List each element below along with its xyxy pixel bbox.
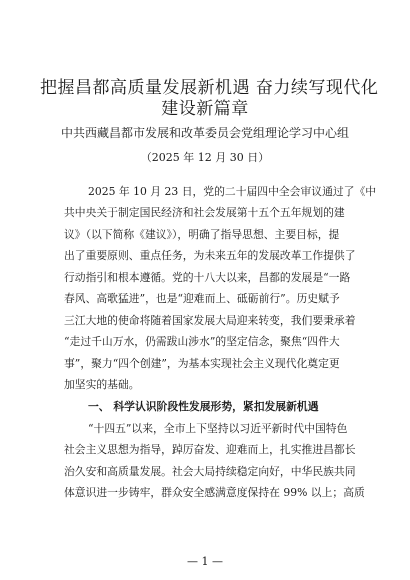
paragraph-line: “走过千山万水，仍需跋山涉水”的坚定信念，聚焦“四件大 — [64, 335, 340, 348]
paragraph-line: 三江大地的使命将随着国家发展大局迎来转变，我们要秉承着 — [64, 314, 356, 327]
document-title-line-1: 把握昌都高质量发展新机遇 奋力续写现代化 — [40, 78, 379, 98]
paragraph-line: 治久安和高质量发展。社会大局持续稳定向好，中华民族共同 — [64, 465, 356, 478]
paragraph-line: 社会主义思想为指导，踔厉奋发、迎难而上，扎实推进昌都长 — [64, 443, 356, 456]
section-heading: 一、 科学认识阶段性发展形势，紧扣发展新机遇 — [88, 400, 319, 413]
paragraph-line: 出了重要原则、重点任务，为未来五年的发展改革工作提供了 — [64, 249, 356, 262]
page-number: — 1 — — [187, 555, 223, 568]
paragraph-line: 议》（以下简称《建议》），明确了指导思想、主要目标，提 — [64, 228, 340, 241]
paragraph-line: “十四五”以来，全市上下坚持以习近平新时代中国特色 — [88, 422, 348, 435]
paragraph-line: 事”，聚力“四个创建”，为基本实现社会主义现代化奠定更 — [64, 357, 340, 370]
paragraph-line: 2025 年 10 月 23 日，党的二十届四中全会审议通过了《中 — [88, 185, 377, 198]
paragraph-line: 加坚实的基础。 — [64, 378, 140, 391]
paragraph-line: 春风、高歌猛进”，也是“迎难而上、砥砺前行”。历史赋予 — [64, 292, 340, 305]
author-organization: 中共西藏昌都市发展和改革委员会党组理论学习中心组 — [60, 126, 349, 140]
document-title-line-2: 建设新篇章 — [161, 99, 249, 119]
paragraph-line: 共中央关于制定国民经济和社会发展第十五个五年规划的建 — [64, 206, 345, 219]
document-date: （2025 年 12 月 30 日） — [140, 151, 270, 164]
paragraph-line: 体意识进一步铸牢，群众安全感满意度保持在 99% 以上；高质 — [64, 486, 365, 499]
paragraph-line: 行动指引和根本遵循。党的十八大以来，昌都的发展是“一路 — [64, 271, 351, 284]
